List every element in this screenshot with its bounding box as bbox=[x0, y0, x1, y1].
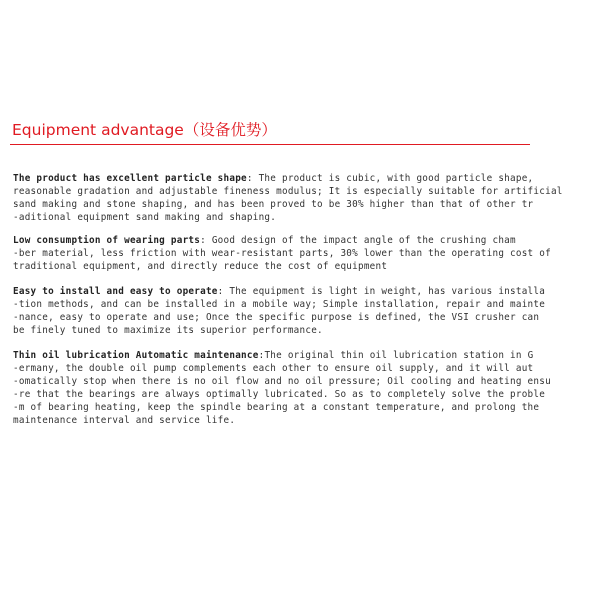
paragraph-line: -omatically stop when there is no oil flow and no oil pressure; Oil cooling and heating ensu bbox=[13, 376, 551, 387]
paragraph-line bbox=[13, 285, 546, 298]
paragraph-lead: Thin oil lubrication Automatic maintenance bbox=[13, 350, 259, 361]
paragraph-line: -aditional equipment sand making and shaping. bbox=[13, 212, 277, 223]
paragraph-line: -nance, easy to operate and use; Once the specific purpose is defined, the VSI crusher can bbox=[13, 312, 540, 323]
paragraph-line: -ermany, the double oil pump complements each other to ensure oil supply, and it will aut bbox=[13, 363, 534, 374]
paragraph-line: traditional equipment, and directly reduce the cost of equipment bbox=[13, 261, 388, 272]
paragraph-line: -tion methods, and can be installed in a mobile way; Simple installation, repair and mainte bbox=[13, 299, 546, 310]
paragraph-line: -re that the bearings are always optimally lubricated. So as to completely solve the proble bbox=[13, 389, 546, 400]
paragraph-text: : Good design of the impact angle of the crushing cham bbox=[200, 235, 516, 246]
paragraph-text: :The original thin oil lubrication station in G bbox=[258, 350, 534, 361]
paragraph-lead: Easy to install and easy to operate bbox=[13, 286, 218, 297]
advantage-oil-lubrication bbox=[13, 349, 551, 427]
title-divider bbox=[10, 144, 530, 145]
section-title: Equipment advantage（设备优势） bbox=[12, 121, 277, 139]
paragraph-text: : The product is cubic, with good particle shape, bbox=[246, 173, 534, 184]
paragraph-lead: Low consumption of wearing parts bbox=[13, 235, 201, 246]
paragraph-line: reasonable gradation and adjustable fineness modulus; It is especially suitable for artificial bbox=[13, 186, 563, 197]
paragraph-line: sand making and stone shaping, and has been proved to be 30% higher than that of other tr bbox=[13, 199, 534, 210]
paragraph-line bbox=[13, 234, 533, 247]
paragraph-line bbox=[13, 172, 533, 185]
paragraph-line: -ber material, less friction with wear-resistant parts, 30% lower than the operating cost of bbox=[13, 248, 551, 259]
paragraph-line: maintenance interval and service life. bbox=[13, 415, 236, 426]
paragraph-line: be finely tuned to maximize its superior performance. bbox=[13, 325, 323, 336]
paragraph-lead: The product has excellent particle shape bbox=[13, 173, 247, 184]
advantage-particle-shape bbox=[13, 172, 563, 224]
paragraph-text: : The equipment is light in weight, has various installa bbox=[217, 286, 546, 297]
paragraph-line bbox=[13, 349, 533, 362]
advantage-easy-install bbox=[13, 285, 546, 337]
advantage-wearing-parts bbox=[13, 234, 551, 273]
paragraph-line: -m of bearing heating, keep the spindle bearing at a constant temperature, and prolong the bbox=[13, 402, 540, 413]
